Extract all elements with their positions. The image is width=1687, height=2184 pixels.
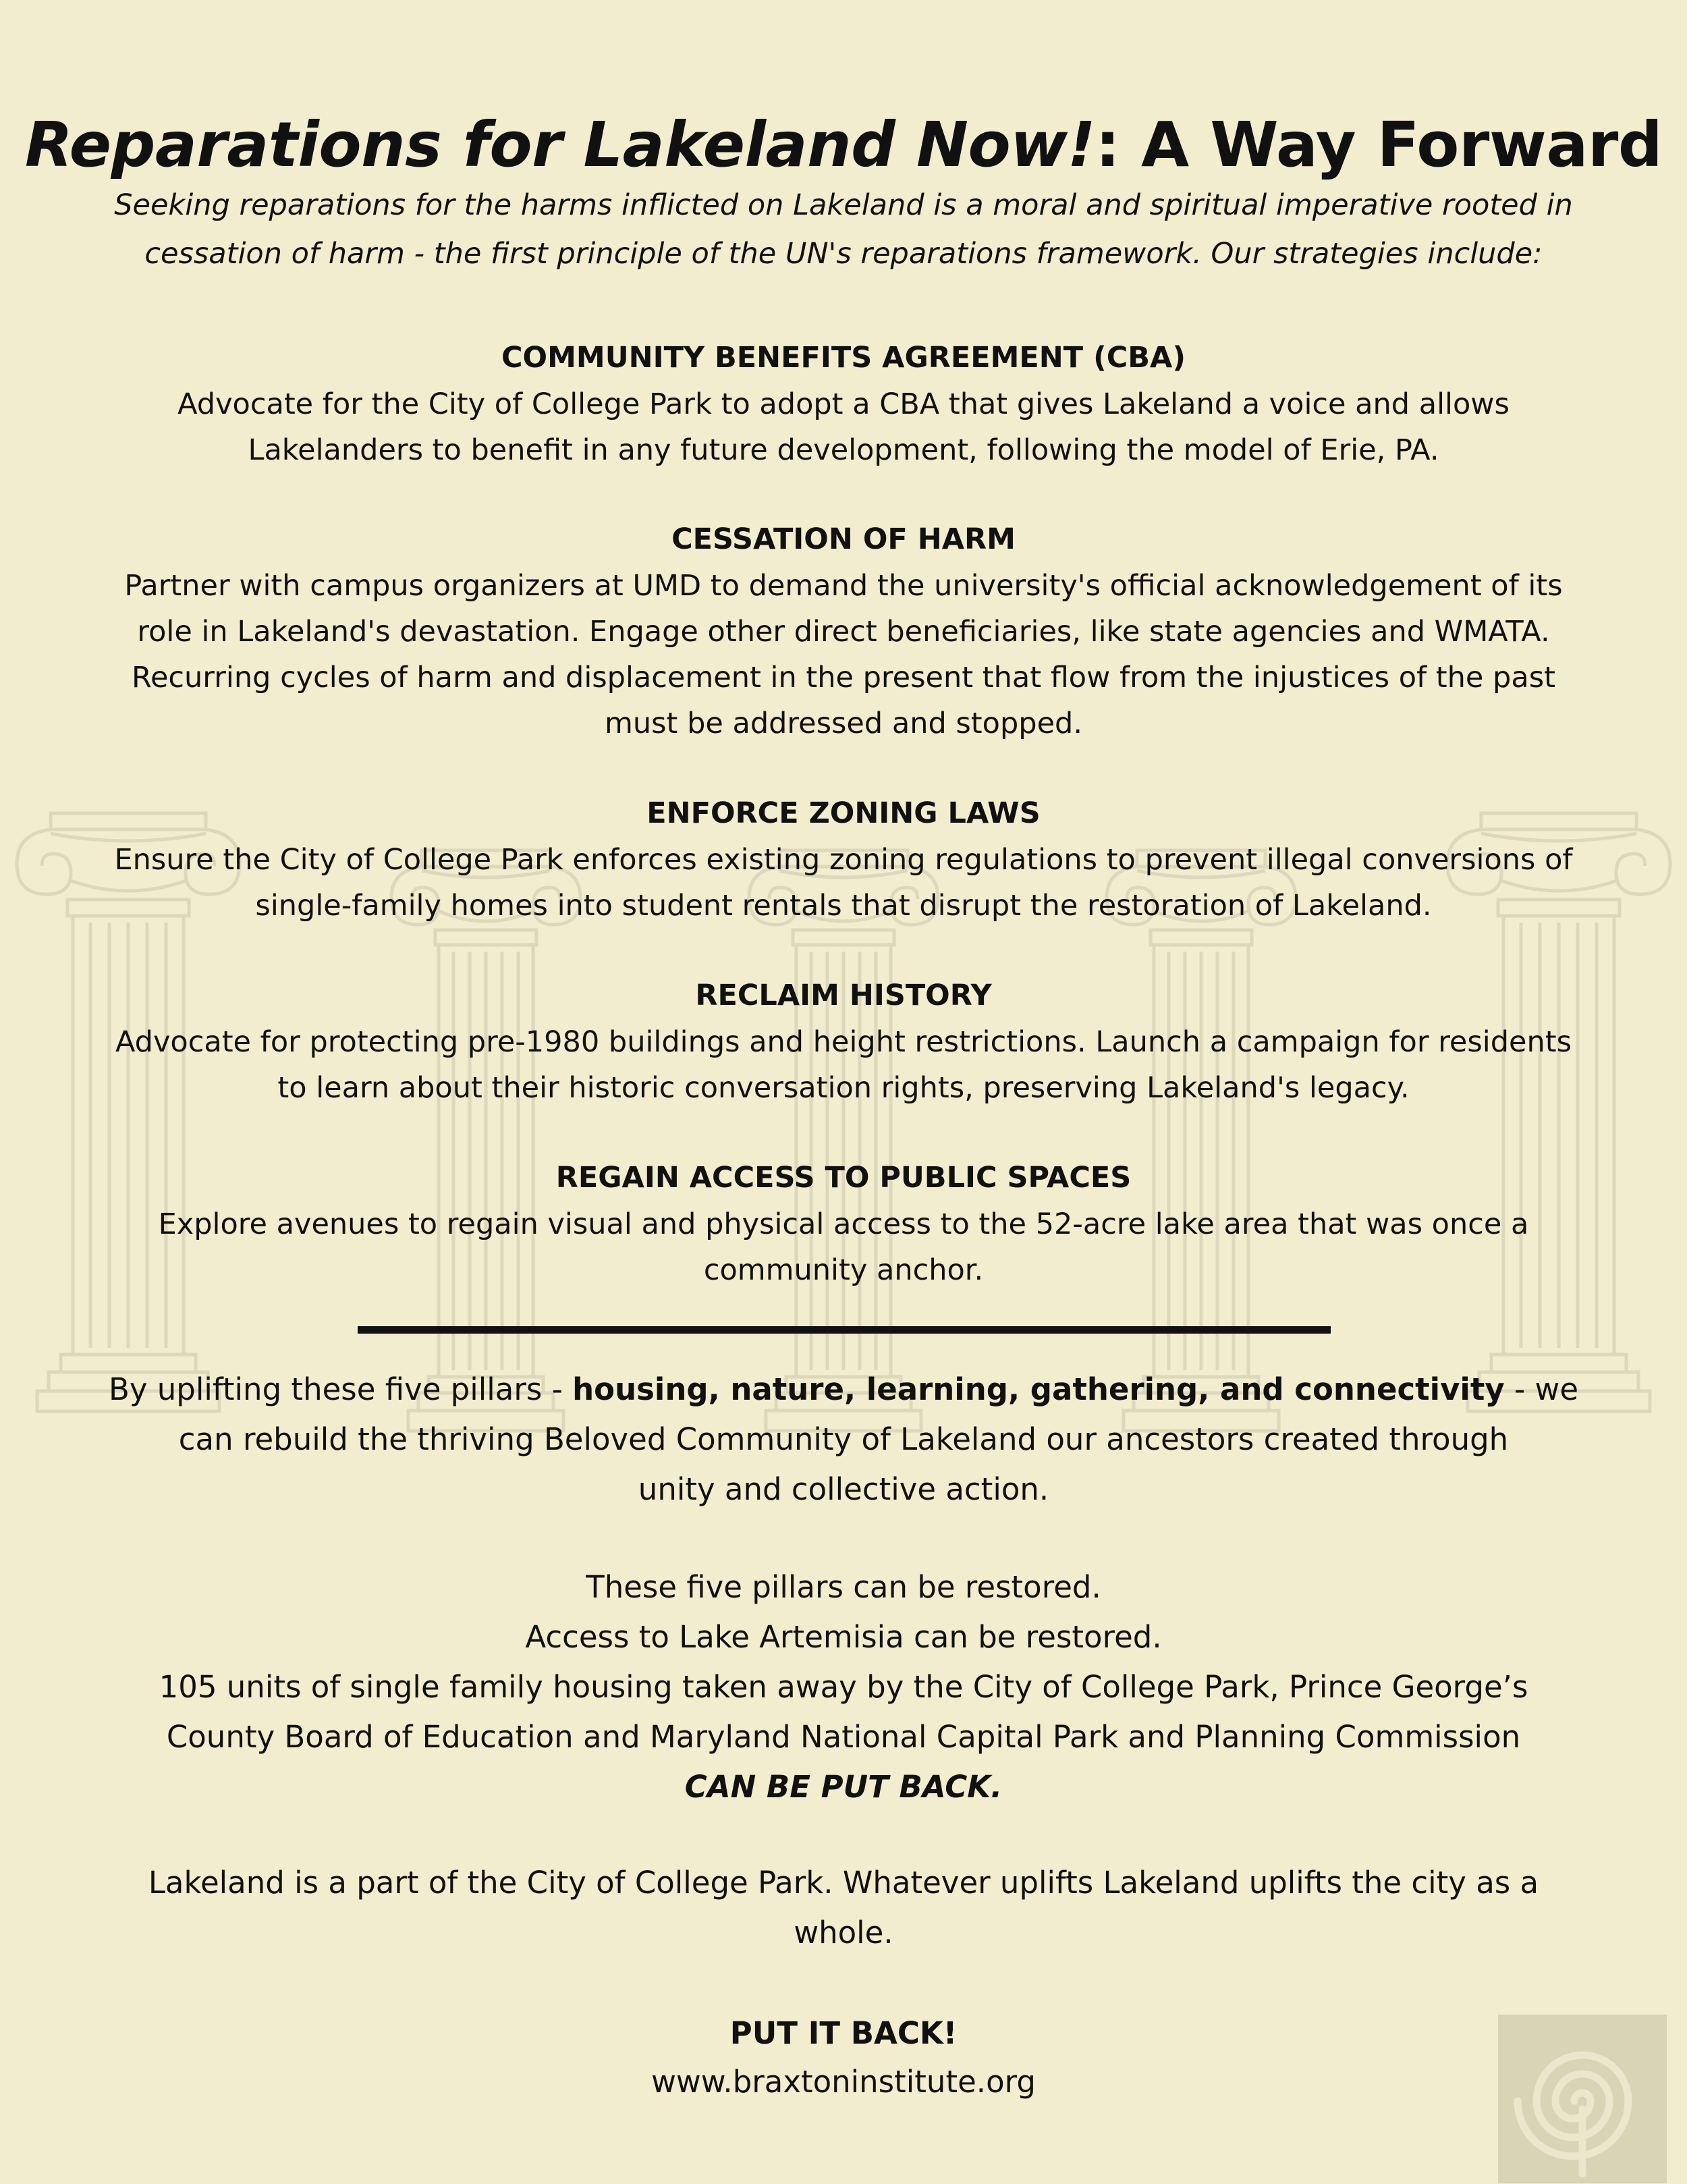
strategy-zoning-laws bbox=[101, 790, 1586, 929]
strategy-reclaim-history bbox=[101, 972, 1586, 1111]
restore-line: These five pillars can be restored. bbox=[586, 1569, 1101, 1605]
intro-line: Seeking reparations for the harms inflicted on Lakeland is a moral and spiritual imperative rooted in bbox=[114, 188, 1573, 222]
pillars-lead: By uplifting these five pillars - bbox=[108, 1371, 573, 1407]
strategy-line: Partner with campus organizers at UMD to demand the university's official acknowledgement of its bbox=[124, 569, 1563, 603]
labyrinth-logo-icon bbox=[1498, 2015, 1667, 2183]
strategy-line: Advocate for protecting pre-1980 buildings and height restrictions. Launch a campaign for residents bbox=[115, 1025, 1572, 1059]
pillars-paragraph bbox=[101, 1365, 1586, 1514]
strategy-cba bbox=[101, 334, 1586, 473]
footer bbox=[101, 2010, 1586, 2107]
restore-line: County Board of Education and Maryland National Capital Park and Planning Commission bbox=[166, 1719, 1521, 1755]
strategy-heading: COMMUNITY BENEFITS AGREEMENT (CBA) bbox=[501, 341, 1186, 375]
strategy-line: Recurring cycles of harm and displacement in the present that flow from the injustices of the past bbox=[132, 661, 1555, 694]
title-italic-part: Reparations for Lakeland Now! bbox=[24, 109, 1096, 181]
strategy-line: must be addressed and stopped. bbox=[605, 707, 1082, 740]
pillars-tail: - we bbox=[1504, 1371, 1579, 1407]
footer-slogan: PUT IT BACK! bbox=[729, 2015, 958, 2051]
strategy-line: community anchor. bbox=[703, 1253, 984, 1287]
pillars-line: unity and collective action. bbox=[638, 1471, 1049, 1507]
strategy-line: Advocate for the City of College Park to adopt a CBA that gives Lakeland a voice and allows bbox=[177, 387, 1510, 421]
divider bbox=[358, 1326, 1331, 1334]
strategy-line: role in Lakeland's devastation. Engage other direct beneficiaries, like state agencies and WMATA. bbox=[137, 615, 1550, 649]
strategy-heading: REGAIN ACCESS TO PUBLIC SPACES bbox=[555, 1161, 1132, 1195]
strategy-public-spaces bbox=[101, 1154, 1586, 1293]
page-title bbox=[0, 101, 1687, 189]
restore-emphasis: CAN BE PUT BACK. bbox=[684, 1769, 1003, 1805]
strategy-cessation-of-harm bbox=[101, 516, 1586, 746]
pillars-bold: housing, nature, learning, gathering, and connectivity bbox=[572, 1371, 1505, 1407]
pillars-line: can rebuild the thriving Beloved Community of Lakeland our ancestors created through bbox=[178, 1421, 1509, 1457]
city-paragraph bbox=[101, 1858, 1586, 1958]
title-rest: : A Way Forward bbox=[1095, 109, 1663, 181]
city-line: whole. bbox=[794, 1915, 893, 1950]
restore-line: 105 units of single family housing taken away by the City of College Park, Prince George’s bbox=[159, 1669, 1528, 1705]
strategy-line: single-family homes into student rentals that disrupt the restoration of Lakeland. bbox=[255, 889, 1432, 923]
pillars-line bbox=[101, 1365, 1586, 1415]
strategy-line: Explore avenues to regain visual and physical access to the 52-acre lake area that was once a bbox=[158, 1207, 1529, 1241]
strategy-heading: RECLAIM HISTORY bbox=[695, 979, 992, 1012]
restore-line: Access to Lake Artemisia can be restored. bbox=[525, 1619, 1162, 1655]
strategy-line: to learn about their historic conversation rights, preserving Lakeland's legacy. bbox=[277, 1071, 1410, 1105]
strategy-line: Ensure the City of College Park enforces existing zoning regulations to prevent illegal conversions of bbox=[114, 843, 1573, 877]
footer-website[interactable]: www.braxtoninstitute.org bbox=[651, 2064, 1036, 2100]
intro-text bbox=[88, 181, 1599, 278]
intro-line: cessation of harm - the first principle of the UN's reparations framework. Our strategies include: bbox=[144, 237, 1543, 271]
restore-paragraph bbox=[101, 1562, 1586, 1812]
city-line: Lakeland is a part of the City of College Park. Whatever uplifts Lakeland uplifts the city as a bbox=[148, 1865, 1539, 1901]
strategy-heading: ENFORCE ZONING LAWS bbox=[646, 796, 1041, 830]
strategy-heading: CESSATION OF HARM bbox=[671, 522, 1016, 556]
strategy-line: Lakelanders to benefit in any future development, following the model of Erie, PA. bbox=[248, 433, 1439, 467]
